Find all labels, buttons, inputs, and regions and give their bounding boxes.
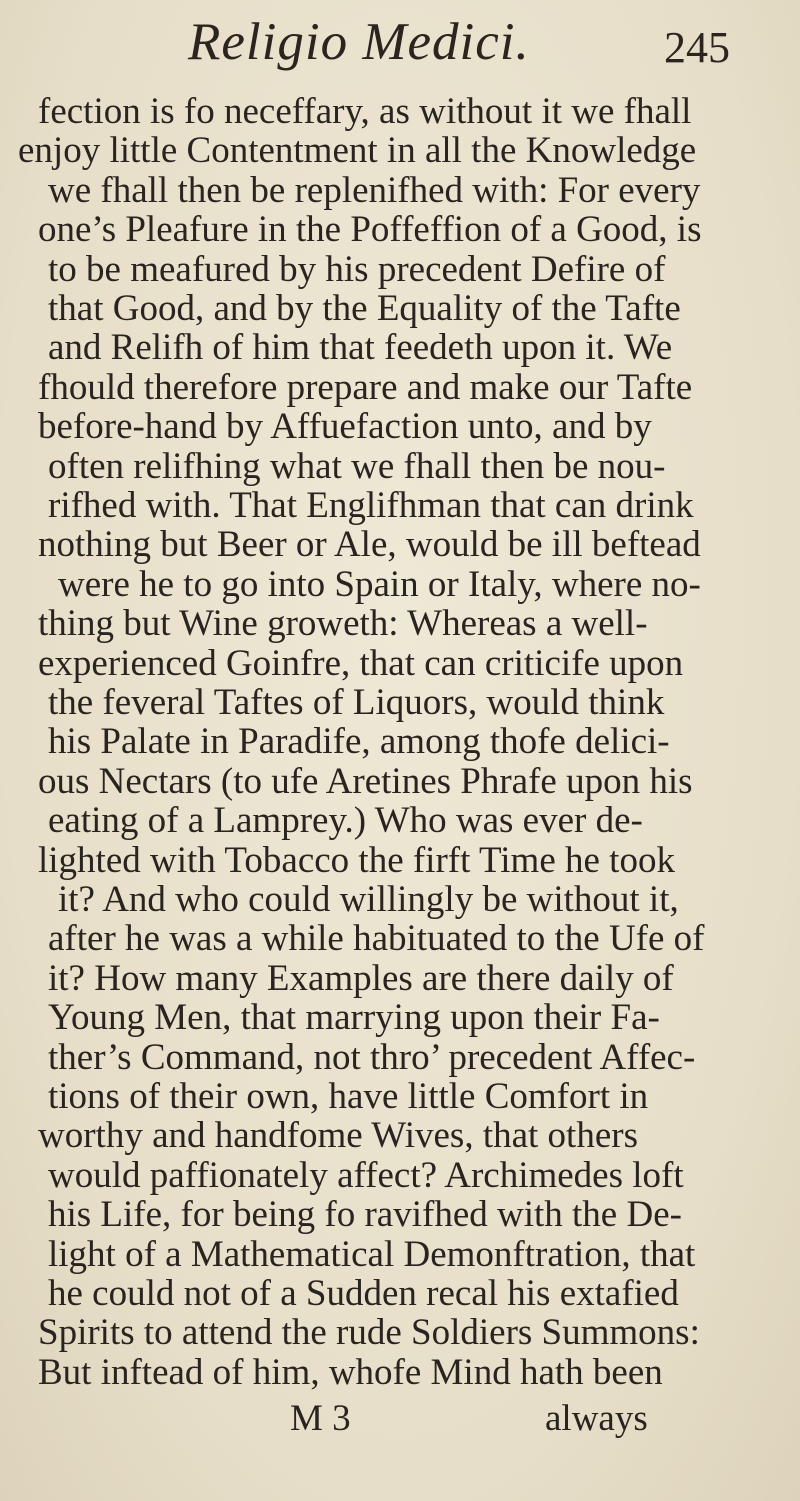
text-line: worthy and handfome Wives, that others	[38, 1115, 638, 1157]
text-line: eating of a Lamprey.) Who was ever de-	[48, 800, 643, 842]
running-title: Religio Medici.	[188, 13, 530, 71]
text-line: it? And who could willingly be without it,	[58, 879, 679, 920]
text-line: and Relifh of him that feedeth upon it. We	[48, 327, 673, 369]
catchword: always	[545, 1398, 648, 1439]
text-line: But inftead of him, whofe Mind hath been	[38, 1351, 663, 1393]
text-line: the feveral Taftes of Liquors, would think	[48, 682, 665, 723]
text-line: were he to go into Spain or Italy, where no-	[58, 563, 701, 605]
text-line: fection is fo neceffary, as without it we fhall	[38, 91, 692, 132]
text-line: we fhall then be replenifhed with: For every	[48, 169, 701, 211]
text-line: one’s Pleafure in the Poffeffion of a Good, is	[38, 209, 702, 251]
text-line: lighted with Tobacco the firft Time he took	[38, 839, 675, 881]
text-line: his Palate in Paradife, among thofe delici-	[48, 721, 670, 763]
text-line: Spirits to attend the rude Soldiers Summons:	[38, 1312, 700, 1354]
text-line: after he was a while habituated to the Ufe of	[48, 918, 705, 960]
text-line: nothing but Beer or Ale, would be ill beftead	[38, 524, 701, 566]
text-line: rifhed with. That Englifhman that can drink	[48, 485, 694, 526]
text-line: his Life, for being fo ravifhed with the De-	[48, 1194, 682, 1236]
page-number: 245	[664, 23, 730, 72]
text-line: he could not of a Sudden recal his extafied	[48, 1273, 679, 1314]
signature-mark: M 3	[290, 1398, 351, 1439]
text-line: ous Nectars (to ufe Aretines Phrafe upon his	[38, 760, 693, 802]
text-line: before-hand by Affuefaction unto, and by	[38, 406, 652, 448]
text-line: ther’s Command, not thro’ precedent Affec-	[48, 1036, 696, 1078]
text-line: thing but Wine groweth: Whereas a well-	[38, 603, 648, 645]
text-line: Young Men, that marrying upon their Fa-	[48, 997, 660, 1039]
text-line: often relifhing what we fhall then be nou-	[48, 445, 666, 487]
text-line: to be meafured by his precedent Defire of	[48, 248, 666, 290]
text-line: experienced Goinfre, that can criticife upon	[38, 642, 684, 684]
text-line: enjoy little Contentment in all the Knowledge	[18, 130, 697, 172]
text-line: light of a Mathematical Demonftration, that	[48, 1233, 696, 1275]
text-line: fhould therefore prepare and make our Tafte	[38, 366, 693, 408]
text-line: that Good, and by the Equality of the Tafte	[48, 288, 681, 329]
text-line: tions of their own, have little Comfort in	[48, 1076, 649, 1117]
text-line: would paffionately affect? Archimedes loft	[48, 1154, 684, 1196]
text-line: it? How many Examples are there daily of	[48, 957, 674, 999]
